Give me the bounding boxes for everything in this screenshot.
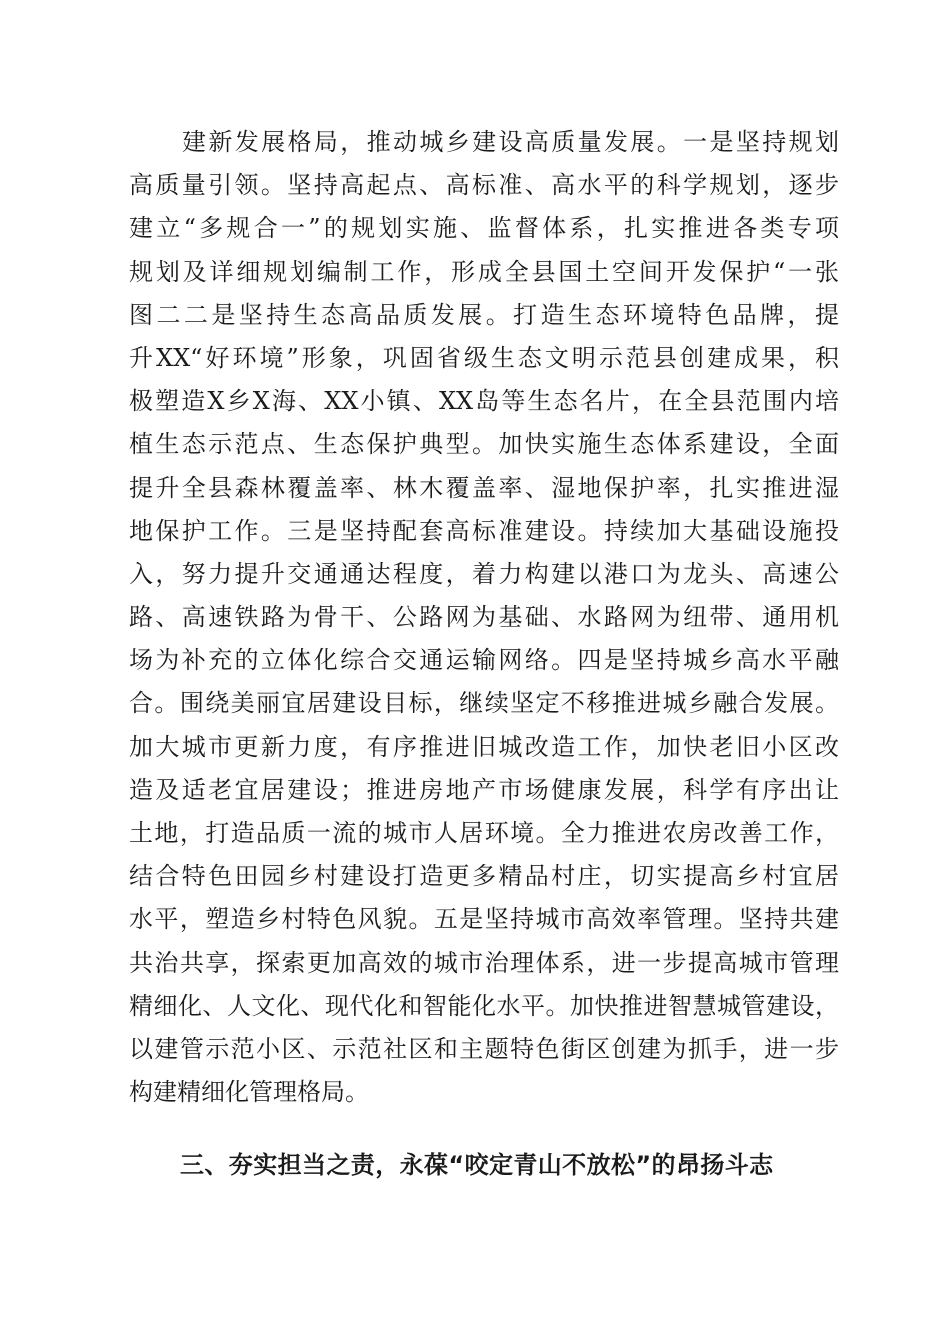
paragraph-line: 地保护工作。三是坚持配套高标准建设。持续加大基础设施投 xyxy=(129,516,839,545)
paragraph-line: 精细化、人文化、现代化和智能化水平。加快推进智慧城管建设， xyxy=(129,991,839,1020)
paragraph-line: 极塑造X乡X海、XX小镇、XX岛等生态名片，在全县范围内培 xyxy=(129,387,839,416)
paragraph-line: 建立“多规合一”的规划实施、监督体系，扎实推进各类专项 xyxy=(129,214,839,243)
paragraph-line: 构建精细化管理格局。 xyxy=(129,1078,369,1107)
paragraph-line: 土地，打造品质一流的城市人居环境。全力推进农房改善工作， xyxy=(129,819,839,847)
body-paragraph xyxy=(129,121,839,1114)
paragraph-line: 以建管示范小区、示范社区和主题特色街区创建为抓手，进一步 xyxy=(129,1034,839,1063)
paragraph-line: 升XX“好环境”形象，巩固省级生态文明示范县创建成果，积 xyxy=(129,343,839,372)
paragraph-line: 场为补充的立体化综合交通运输网络。四是坚持城乡高水平融 xyxy=(129,646,839,675)
paragraph-line: 造及适老宜居建设；推进房地产市场健康发展，科学有序出让 xyxy=(129,775,839,804)
paragraph-line: 结合特色田园乡村建设打造更多精品村庄，切实提高乡村宜居 xyxy=(129,862,839,891)
paragraph-line: 路、高速铁路为骨干、公路网为基础、水路网为纽带、通用机 xyxy=(129,603,839,632)
paragraph-line: 合。围绕美丽宜居建设目标，继续坚定不移推进城乡融合发展。 xyxy=(129,689,839,718)
paragraph-line: 规划及详细规划编制工作，形成全县国土空间开发保护“一张 xyxy=(129,257,839,286)
section-heading: 三、夯实担当之责，永葆“咬定青山不放松”的昂扬斗志 xyxy=(180,1151,774,1179)
paragraph-line: 共治共享，探索更加高效的城市治理体系，进一步提高城市管理 xyxy=(129,948,839,977)
paragraph-line: 提升全县森林覆盖率、林木覆盖率、湿地保护率，扎实推进湿 xyxy=(129,473,839,502)
paragraph-line: 入，努力提升交通通达程度，着力构建以港口为龙头、高速公 xyxy=(129,559,839,588)
paragraph-line: 加大城市更新力度，有序推进旧城改造工作，加快老旧小区改 xyxy=(129,732,839,761)
paragraph-line: 植生态示范点、生态保护典型。加快实施生态体系建设，全面 xyxy=(129,430,839,459)
paragraph-line: 水平，塑造乡村特色风貌。五是坚持城市高效率管理。坚持共建 xyxy=(129,905,839,934)
paragraph-line: 图二二是坚持生态高品质发展。打造生态环境特色品牌，提 xyxy=(129,300,839,329)
paragraph-line: 高质量引领。坚持高起点、高标准、高水平的科学规划，逐步 xyxy=(129,171,839,200)
paragraph-line: 建新发展格局，推动城乡建设高质量发展。一是坚持规划 xyxy=(182,128,839,156)
